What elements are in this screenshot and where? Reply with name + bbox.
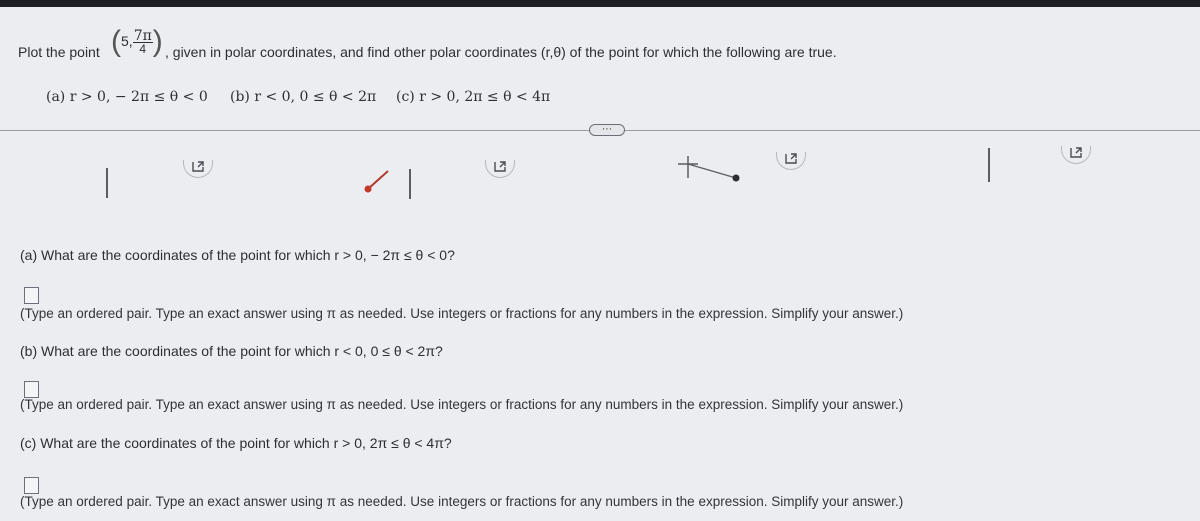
- problem-suffix: , given in polar coordinates, and find other polar coordinates (r,θ) of the point for which the following are true.: [165, 44, 837, 60]
- polar-point-thumbnail[interactable]: [362, 165, 422, 201]
- question-a-hint: (Type an ordered pair. Type an exact answer using π as needed. Use integers or fractions for any numbers in the expression. Simplify your answer.): [20, 306, 904, 321]
- expand-icon[interactable]: [485, 160, 515, 178]
- graph-axis-thumbnail[interactable]: [106, 168, 108, 198]
- question-a-text: (a) What are the coordinates of the point for which r > 0, − 2π ≤ θ < 0?: [20, 247, 455, 263]
- question-b-hint: (Type an ordered pair. Type an exact answer using π as needed. Use integers or fractions for any numbers in the expression. Simplify your answer.): [20, 397, 904, 412]
- point-theta-numerator: 7π: [133, 27, 152, 44]
- condition-c: (c) r > 0, 2π ≤ θ < 4π: [396, 89, 551, 105]
- expand-icon[interactable]: [183, 160, 213, 178]
- answer-a-input[interactable]: [24, 287, 39, 304]
- answer-c-input[interactable]: [24, 477, 39, 494]
- question-b-text: (b) What are the coordinates of the point for which r < 0, 0 ≤ θ < 2π?: [20, 343, 443, 359]
- problem-prefix: Plot the point: [18, 44, 100, 60]
- polar-point-expression: (5, $\frac{7\pi}{4}$ ): [111, 25, 163, 58]
- expand-icon[interactable]: [776, 152, 806, 170]
- point-theta-denominator: 4: [139, 41, 147, 56]
- condition-a: (a) r > 0, − 2π ≤ θ < 0: [46, 89, 208, 105]
- question-c-text: (c) What are the coordinates of the point for which r > 0, 2π ≤ θ < 4π?: [20, 435, 452, 451]
- expand-icon[interactable]: [1061, 146, 1091, 164]
- point-r: 5,: [121, 33, 133, 50]
- question-c-hint: (Type an ordered pair. Type an exact answer using π as needed. Use integers or fractions for any numbers in the expression. Simplify your answer.): [20, 494, 904, 509]
- graph-axis-thumbnail[interactable]: [988, 148, 990, 182]
- condition-b: (b) r < 0, 0 ≤ θ < 2π: [230, 89, 377, 105]
- more-options-button[interactable]: ⋯: [589, 124, 625, 136]
- browser-top-bar: [0, 0, 1200, 7]
- polar-point-thumbnail[interactable]: [672, 150, 748, 186]
- answer-b-input[interactable]: [24, 381, 39, 398]
